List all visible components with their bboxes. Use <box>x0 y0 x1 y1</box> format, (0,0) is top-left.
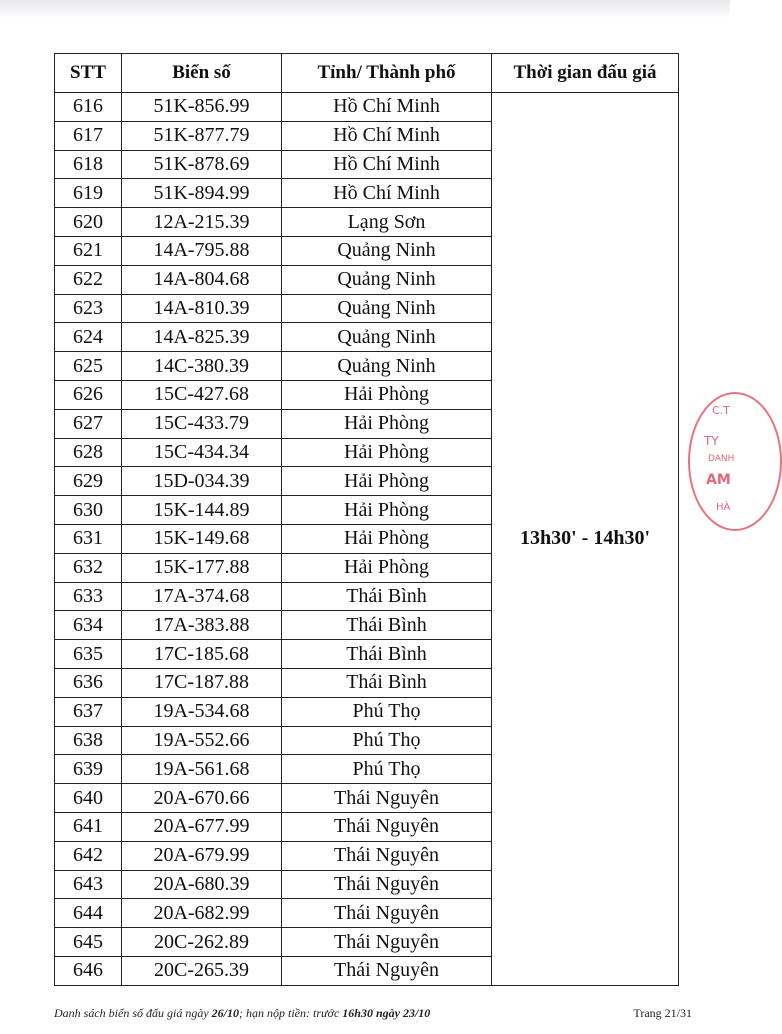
cell-province: Thái Bình <box>282 640 492 669</box>
cell-plate: 12A-215.39 <box>122 208 282 237</box>
cell-plate: 14A-825.39 <box>122 323 282 352</box>
cell-plate: 15K-149.68 <box>122 524 282 553</box>
cell-province: Hồ Chí Minh <box>282 121 492 150</box>
cell-plate: 20A-679.99 <box>122 841 282 870</box>
cell-plate: 20C-262.89 <box>122 928 282 957</box>
cell-plate: 51K-856.99 <box>122 93 282 122</box>
cell-stt: 618 <box>55 150 122 179</box>
cell-plate: 14A-810.39 <box>122 294 282 323</box>
cell-plate: 19A-561.68 <box>122 755 282 784</box>
cell-stt: 646 <box>55 956 122 985</box>
cell-stt: 638 <box>55 726 122 755</box>
cell-stt: 624 <box>55 323 122 352</box>
footer-deadline: 16h30 ngày 23/10 <box>342 1006 431 1020</box>
cell-province: Thái Nguyên <box>282 928 492 957</box>
cell-stt: 635 <box>55 640 122 669</box>
footer-note <box>54 1006 430 1021</box>
cell-province: Thái Nguyên <box>282 899 492 928</box>
cell-plate: 14A-804.68 <box>122 265 282 294</box>
page-top-edge <box>0 0 730 18</box>
plate-auction-table <box>54 53 679 986</box>
cell-province: Hải Phòng <box>282 467 492 496</box>
cell-province: Quảng Ninh <box>282 236 492 265</box>
header-time: Thời gian đấu giá <box>492 54 679 93</box>
cell-stt: 640 <box>55 784 122 813</box>
cell-stt: 633 <box>55 582 122 611</box>
cell-stt: 645 <box>55 928 122 957</box>
cell-stt: 637 <box>55 697 122 726</box>
cell-stt: 639 <box>55 755 122 784</box>
cell-province: Hồ Chí Minh <box>282 93 492 122</box>
cell-province: Thái Bình <box>282 582 492 611</box>
cell-plate: 15C-434.34 <box>122 438 282 467</box>
table-row <box>55 93 679 122</box>
cell-province: Hải Phòng <box>282 524 492 553</box>
header-stt: STT <box>55 54 122 93</box>
red-seal-stamp <box>688 392 782 531</box>
cell-stt: 620 <box>55 208 122 237</box>
cell-stt: 632 <box>55 553 122 582</box>
cell-province: Hải Phòng <box>282 380 492 409</box>
cell-plate: 20A-670.66 <box>122 784 282 813</box>
cell-plate: 14A-795.88 <box>122 236 282 265</box>
cell-stt: 631 <box>55 524 122 553</box>
cell-plate: 15D-034.39 <box>122 467 282 496</box>
cell-province: Hải Phòng <box>282 553 492 582</box>
cell-plate: 51K-877.79 <box>122 121 282 150</box>
cell-province: Thái Nguyên <box>282 870 492 899</box>
cell-province: Phú Thọ <box>282 755 492 784</box>
cell-stt: 641 <box>55 812 122 841</box>
table-body <box>55 93 679 986</box>
cell-stt: 627 <box>55 409 122 438</box>
table-header-row <box>55 54 679 93</box>
header-plate: Biển số <box>122 54 282 93</box>
cell-auction-time: 13h30' - 14h30' <box>492 93 679 986</box>
cell-stt: 634 <box>55 611 122 640</box>
cell-plate: 15C-433.79 <box>122 409 282 438</box>
cell-plate: 17C-185.68 <box>122 640 282 669</box>
cell-plate: 20A-677.99 <box>122 812 282 841</box>
cell-stt: 628 <box>55 438 122 467</box>
cell-plate: 20A-682.99 <box>122 899 282 928</box>
stamp-text: DANH <box>708 454 735 464</box>
stamp-text: AM <box>706 472 731 488</box>
cell-province: Thái Bình <box>282 611 492 640</box>
cell-province: Thái Bình <box>282 668 492 697</box>
cell-plate: 51K-878.69 <box>122 150 282 179</box>
cell-stt: 630 <box>55 496 122 525</box>
cell-plate: 17C-187.88 <box>122 668 282 697</box>
stamp-text: HÀ <box>716 502 731 513</box>
cell-stt: 636 <box>55 668 122 697</box>
cell-plate: 15C-427.68 <box>122 380 282 409</box>
cell-province: Quảng Ninh <box>282 294 492 323</box>
cell-plate: 15K-144.89 <box>122 496 282 525</box>
cell-plate: 17A-383.88 <box>122 611 282 640</box>
cell-province: Phú Thọ <box>282 697 492 726</box>
cell-province: Hồ Chí Minh <box>282 179 492 208</box>
footer-middle: ; hạn nộp tiền: trước <box>239 1006 343 1020</box>
cell-province: Quảng Ninh <box>282 265 492 294</box>
footer-prefix: Danh sách biển số đấu giá ngày <box>54 1006 212 1020</box>
cell-province: Hồ Chí Minh <box>282 150 492 179</box>
cell-plate: 15K-177.88 <box>122 553 282 582</box>
cell-province: Hải Phòng <box>282 438 492 467</box>
cell-province: Phú Thọ <box>282 726 492 755</box>
cell-province: Thái Nguyên <box>282 784 492 813</box>
cell-plate: 19A-552.66 <box>122 726 282 755</box>
cell-stt: 617 <box>55 121 122 150</box>
cell-stt: 642 <box>55 841 122 870</box>
cell-stt: 616 <box>55 93 122 122</box>
cell-plate: 19A-534.68 <box>122 697 282 726</box>
cell-stt: 644 <box>55 899 122 928</box>
cell-stt: 621 <box>55 236 122 265</box>
cell-plate: 14C-380.39 <box>122 352 282 381</box>
stamp-text: TY <box>704 434 719 448</box>
cell-stt: 626 <box>55 380 122 409</box>
cell-province: Thái Nguyên <box>282 841 492 870</box>
cell-province: Quảng Ninh <box>282 323 492 352</box>
cell-stt: 623 <box>55 294 122 323</box>
cell-province: Hải Phòng <box>282 409 492 438</box>
cell-stt: 625 <box>55 352 122 381</box>
cell-province: Quảng Ninh <box>282 352 492 381</box>
cell-plate: 20A-680.39 <box>122 870 282 899</box>
footer-auction-date: 26/10 <box>211 1006 239 1020</box>
cell-stt: 622 <box>55 265 122 294</box>
cell-plate: 20C-265.39 <box>122 956 282 985</box>
cell-plate: 17A-374.68 <box>122 582 282 611</box>
cell-stt: 643 <box>55 870 122 899</box>
cell-province: Thái Nguyên <box>282 812 492 841</box>
cell-province: Lạng Sơn <box>282 208 492 237</box>
header-province: Tỉnh/ Thành phố <box>282 54 492 93</box>
cell-plate: 51K-894.99 <box>122 179 282 208</box>
cell-province: Thái Nguyên <box>282 956 492 985</box>
stamp-text: C.T <box>712 404 730 417</box>
cell-province: Hải Phòng <box>282 496 492 525</box>
cell-stt: 619 <box>55 179 122 208</box>
cell-stt: 629 <box>55 467 122 496</box>
page-number: Trang 21/31 <box>633 1006 692 1020</box>
